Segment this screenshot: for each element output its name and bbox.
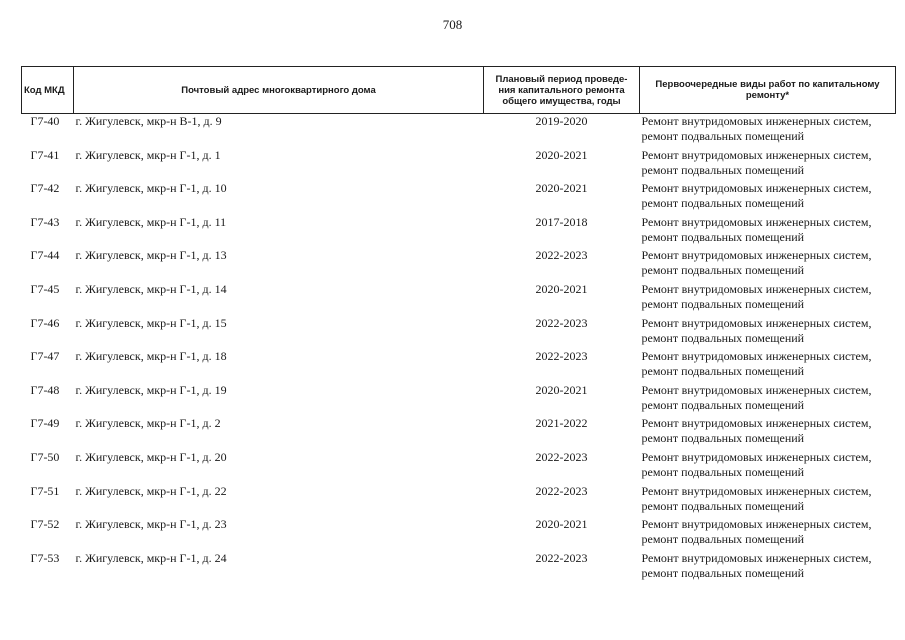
cell-works [640, 349, 896, 383]
cell-code: Г7-40 [30, 114, 60, 128]
table-row [22, 551, 896, 585]
cell-address: г. Жигулевск, мкр-н Г-1, д. 11 [75, 214, 227, 229]
cell-works [640, 517, 896, 551]
cell-address: г. Жигулевск, мкр-н Г-1, д. 14 [75, 281, 227, 296]
cell-address: г. Жигулевск, мкр-н Г-1, д. 23 [75, 517, 227, 532]
works-line-2: ремонт подвальных помещений [641, 330, 805, 345]
table-row [22, 416, 896, 450]
works-line-1: Ремонт внутридомовых инженерных систем, [641, 449, 872, 464]
cell-code: Г7-42 [30, 181, 60, 196]
repair-schedule-table [21, 66, 896, 584]
works-line-1: Ремонт внутридомовых инженерных систем, [641, 483, 872, 498]
cell-period: 2022-2023 [535, 315, 588, 330]
works-line-1: Ремонт внутридомовых инженерных систем, [641, 214, 872, 229]
table-row [22, 114, 896, 148]
works-line-1: Ремонт внутридомовых инженерных систем, [641, 181, 872, 196]
cell-period: 2017-2018 [535, 214, 588, 229]
works-line-1: Ремонт внутридомовых инженерных систем, [641, 248, 872, 263]
works-line-2: ремонт подвальных помещений [641, 532, 805, 547]
works-line-2: ремонт подвальных помещений [641, 464, 805, 479]
cell-period: 2020-2021 [535, 147, 588, 162]
cell-period: 2020-2021 [535, 382, 588, 397]
cell-period: 2020-2021 [535, 517, 588, 532]
table-row [22, 215, 896, 249]
table-row [22, 383, 896, 417]
cell-code: Г7-47 [30, 349, 60, 364]
table-row [22, 248, 896, 282]
works-line-1: Ремонт внутридомовых инженерных систем, [641, 114, 872, 128]
table-header [22, 67, 896, 114]
cell-works [640, 383, 896, 417]
cell-code: Г7-51 [30, 483, 60, 498]
table-body [22, 114, 896, 585]
table-row [22, 517, 896, 551]
cell-code: Г7-50 [30, 449, 60, 464]
cell-address: г. Жигулевск, мкр-н Г-1, д. 1 [75, 147, 221, 162]
cell-address: г. Жигулевск, мкр-н Г-1, д. 2 [75, 416, 221, 431]
cell-address: г. Жигулевск, мкр-н Г-1, д. 18 [75, 349, 227, 364]
cell-code: Г7-53 [30, 550, 60, 565]
works-line-1: Ремонт внутридомовых инженерных систем, [641, 315, 872, 330]
cell-address: г. Жигулевск, мкр-н Г-1, д. 22 [75, 483, 227, 498]
cell-works [640, 282, 896, 316]
works-line-2: ремонт подвальных помещений [641, 162, 805, 177]
cell-address: г. Жигулевск, мкр-н Г-1, д. 24 [75, 550, 227, 565]
table-row [22, 181, 896, 215]
works-line-1: Ремонт внутридомовых инженерных систем, [641, 550, 872, 565]
works-line-1: Ремонт внутридомовых инженерных систем, [641, 416, 872, 431]
cell-works [640, 484, 896, 518]
cell-period: 2020-2021 [535, 281, 588, 296]
table-row [22, 282, 896, 316]
cell-address: г. Жигулевск, мкр-н В-1, д. 9 [75, 114, 222, 128]
works-line-1: Ремонт внутридомовых инженерных систем, [641, 147, 872, 162]
works-line-2: ремонт подвальных помещений [641, 263, 805, 278]
cell-works [640, 416, 896, 450]
table-row [22, 484, 896, 518]
table-row [22, 148, 896, 182]
cell-works [640, 148, 896, 182]
cell-works [640, 114, 896, 148]
cell-period: 2022-2023 [535, 349, 588, 364]
header-code: Код МКД [22, 67, 74, 114]
works-line-2: ремонт подвальных помещений [641, 431, 805, 446]
works-line-2: ремонт подвальных помещений [641, 565, 805, 580]
cell-period: 2022-2023 [535, 449, 588, 464]
cell-period: 2022-2023 [535, 248, 588, 263]
header-address: Почтовый адрес многоквартирного дома [74, 67, 484, 114]
works-line-2: ремонт подвальных помещений [641, 498, 805, 513]
table-row [22, 316, 896, 350]
works-line-1: Ремонт внутридомовых инженерных систем, [641, 349, 872, 364]
works-line-2: ремонт подвальных помещений [641, 129, 805, 143]
cell-period: 2022-2023 [535, 483, 588, 498]
cell-works [640, 181, 896, 215]
cell-address: г. Жигулевск, мкр-н Г-1, д. 13 [75, 248, 227, 263]
table-row [22, 450, 896, 484]
cell-code: Г7-45 [30, 281, 60, 296]
cell-code: Г7-48 [30, 382, 60, 397]
cell-code: Г7-44 [30, 248, 60, 263]
cell-address: г. Жигулевск, мкр-н Г-1, д. 15 [75, 315, 227, 330]
cell-period: 2022-2023 [535, 550, 588, 565]
cell-address: г. Жигулевск, мкр-н Г-1, д. 20 [75, 449, 227, 464]
works-line-2: ремонт подвальных помещений [641, 196, 805, 211]
works-line-2: ремонт подвальных помещений [641, 397, 805, 412]
works-line-1: Ремонт внутридомовых инженерных систем, [641, 281, 872, 296]
cell-period: 2019-2020 [535, 114, 588, 128]
cell-code: Г7-41 [30, 147, 60, 162]
works-line-2: ремонт подвальных помещений [641, 364, 805, 379]
cell-code: Г7-49 [30, 416, 60, 431]
cell-code: Г7-43 [30, 214, 60, 229]
works-line-1: Ремонт внутридомовых инженерных систем, [641, 382, 872, 397]
cell-works [640, 248, 896, 282]
header-works: Первоочередные виды работ по капитальному ремонту* [640, 67, 896, 114]
cell-works [640, 215, 896, 249]
page-number: 708 [442, 17, 463, 32]
cell-works [640, 450, 896, 484]
works-line-2: ремонт подвальных помещений [641, 296, 805, 311]
works-line-1: Ремонт внутридомовых инженерных систем, [641, 517, 872, 532]
cell-works [640, 551, 896, 585]
cell-period: 2021-2022 [535, 416, 588, 431]
header-row [22, 67, 896, 114]
cell-address: г. Жигулевск, мкр-н Г-1, д. 19 [75, 382, 227, 397]
works-line-2: ремонт подвальных помещений [641, 229, 805, 244]
cell-code: Г7-46 [30, 315, 60, 330]
header-period: Плановый период проведе-ния капитального ремонта общего имущества, годы [484, 67, 640, 114]
cell-period: 2020-2021 [535, 181, 588, 196]
cell-works [640, 316, 896, 350]
cell-code: Г7-52 [30, 517, 60, 532]
table-row [22, 349, 896, 383]
cell-address: г. Жигулевск, мкр-н Г-1, д. 10 [75, 181, 227, 196]
